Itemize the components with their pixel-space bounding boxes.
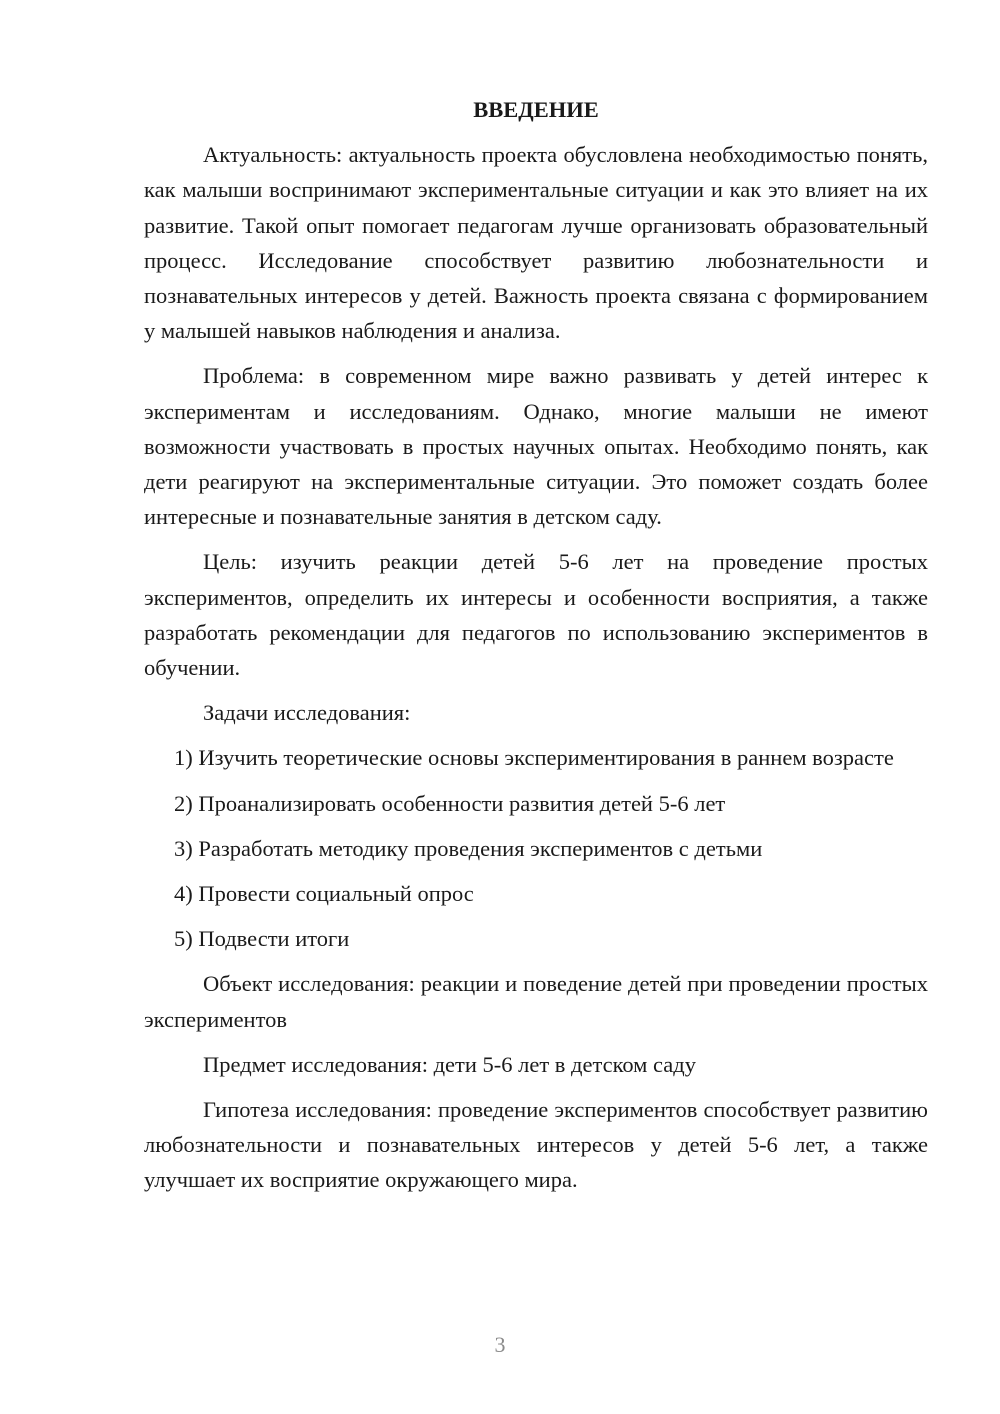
task-item-5: 5) Подвести итоги	[174, 926, 350, 952]
tasks-heading: Задачи исследования:	[203, 700, 411, 726]
page-content	[144, 92, 928, 1208]
task-item-3: 3) Разработать методику проведения экспериментов с детьми	[174, 835, 763, 861]
task-item-2: 2) Проанализировать особенности развития детей 5-6 лет	[174, 790, 726, 816]
paragraph-subject: Предмет исследования: дети 5-6 лет в детском саду	[203, 1051, 696, 1077]
task-item-4: 4) Провести социальный опрос	[174, 881, 474, 907]
paragraph-object: Объект исследования: реакции и поведение детей при проведении простых экспериментов	[144, 971, 928, 1032]
page-number: 3	[494, 1332, 506, 1357]
section-title: ВВЕДЕНИЕ	[473, 97, 599, 122]
paragraph-problem: Проблема: в современном мире важно развивать у детей интерес к экспериментам и исследованиям. Однако, многие малыши не имеют возможности участвовать в простых научных опытах. Необходимо понять, как дети реагируют на экспериментальные ситуации. Это поможет создать более интересные и познавательные занятия в детском саду.	[144, 363, 928, 530]
task-item-1: 1) Изучить теоретические основы экспериментирования в раннем возрасте	[174, 745, 894, 771]
paragraph-goal: Цель: изучить реакции детей 5-6 лет на проведение простых экспериментов, определить их интересы и особенности восприятия, а также разработать рекомендации для педагогов по использованию экспериментов в обучении.	[144, 549, 928, 681]
paragraph-hypothesis: Гипотеза исследования: проведение экспериментов способствует развитию любознательности и познавательных интересов у детей 5-6 лет, а также улучшает их восприятие окружающего мира.	[144, 1097, 928, 1193]
paragraph-relevance: Актуальность: актуальность проекта обусловлена необходимостью понять, как малыши воспринимают экспериментальные ситуации и как это влияет на их развитие. Такой опыт помогает педагогам лучше организовать образовательный процесс. Исследование способствует развитию любознательности и познавательных интересов у детей. Важность проекта связана с формированием у малышей навыков наблюдения и анализа.	[144, 142, 928, 344]
